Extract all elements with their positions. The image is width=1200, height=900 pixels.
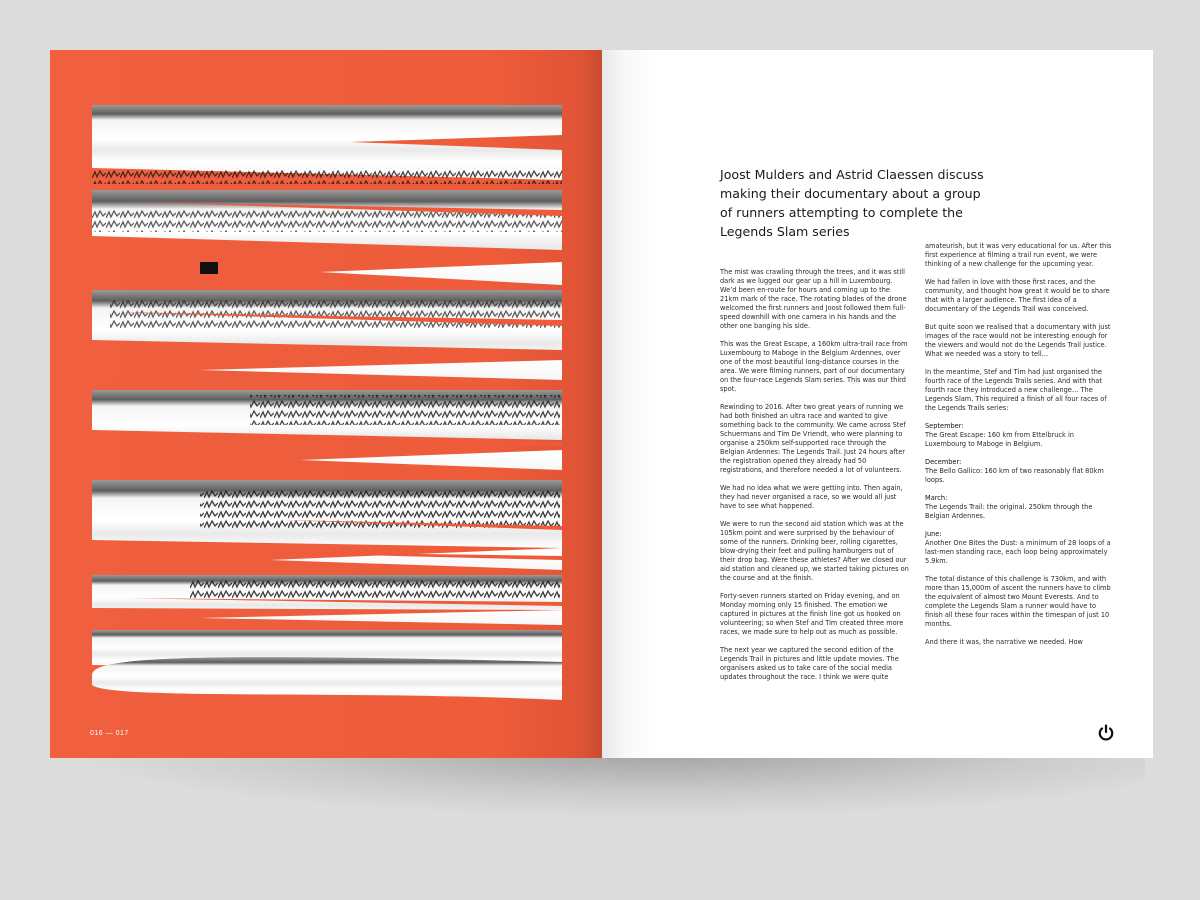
paragraph: We were to run the second aid station which was at the 105km point and were surprised by the behaviour of some of the runners. Drinking beer, rolling cigarettes, blow-drying their feet and pulling hamburgers out of their drop bag. Were these athletes? After we closed our aid station and cleaned up, we started taking pictures on the course and at the finish. <box>720 520 909 582</box>
paragraph: amateurish, but it was very educational for us. After this first experience at filming a trail run event, we were thinking of a new challenge for the upcoming year. <box>925 242 1112 268</box>
intro-heading: Joost Mulders and Astrid Claessen discuss making their documentary about a group of runners attempting to complete the Legends Slam series <box>720 167 984 239</box>
paragraph: The total distance of this challenge is 730km, and with more than 15,000m of ascent the runners have to climb the equivalent of almost two Mount Everests. And to complete the Legends Slam a runner would have to finish all these four races within the timespan of just 10 months. <box>925 575 1111 628</box>
paragraph: Rewinding to 2016. After two great years of running we had both finished an ultra race and wanted to give something back to the community. We came across Stef Schuermans and Tim De Vriendt, who were planning to organise a 250km self-supported race through the Belgian Ardennes: The Legends Trail. Just 24 hours after the registration opened they already had 50 registrations, and therefore needed a lot of volunteers. <box>720 403 906 474</box>
race-item <box>925 494 1115 521</box>
left-page <box>50 50 602 758</box>
race-text: Another One Bites the Dust: a minimum of 28 loops of a last-men standing race, each loop being approximately 5.9km. <box>925 539 1111 565</box>
race-month: March: <box>925 494 948 502</box>
paragraph: We had no idea what we were getting into. Then again, they had never organised a race, so we would all just have to see what happened. <box>720 484 903 510</box>
race-month: September: <box>925 422 964 430</box>
race-text: The Legends Trail: the original. 250km through the Belgian Ardennes. <box>925 503 1093 520</box>
power-icon <box>1097 724 1115 742</box>
text-column-one <box>720 268 910 691</box>
race-text: The Bello Gallico: 160 km of two reasonably flat 80km loops. <box>925 467 1104 484</box>
paragraph: And there it was, the narrative we needed. How <box>925 638 1083 646</box>
spread-shadow <box>60 748 1145 818</box>
cabin-mark <box>200 262 218 274</box>
race-text: The Great Escape: 160 km from Ettelbruck in Luxembourg to Maboge in Belgium. <box>925 431 1074 448</box>
page-folio: 016 — 017 <box>90 730 129 737</box>
right-page <box>602 50 1153 758</box>
race-item <box>925 458 1115 485</box>
slam-dunk-title-art <box>50 50 602 758</box>
paragraph: The next year we captured the second edition of the Legends Trail in pictures and little update movies. The organisers asked us to take care of the social media updates throughout the race. I think we were quite <box>720 646 899 681</box>
race-item <box>925 530 1115 566</box>
paragraph: The mist was crawling through the trees, and it was still dark as we lugged our gear up a hill in Luxembourg. We’d been en-route for hours and coming up to the 21km mark of the race. The rotating blades of the drone welcomed the first runners and Joost followed them full-speed downhill with one camera in his hands and the other one banging his side. <box>720 268 907 330</box>
paragraph: Forty-seven runners started on Friday evening, and on Monday morning only 15 finished. The emotion we captured in pictures at the finish line got us hooked on volunteering; so when Stef and Tim created three more races, we made sure to help out as much as possible. <box>720 592 904 636</box>
title-letters <box>92 105 562 700</box>
paragraph: This was the Great Escape, a 160km ultra-trail race from Luxembourg to Maboge in the Belgium Ardennes, over one of the most beautiful long-distance courses in the area. We were filming runners, part of our documentary on the four-race Legends Slam series. This was our third spot. <box>720 340 908 393</box>
race-item <box>925 422 1115 449</box>
paragraph: But quite soon we realised that a documentary with just images of the race would not be interesting enough for the viewers and would not do the Legends Trail justice. What we needed was a story to tell… <box>925 323 1111 358</box>
race-month: June: <box>925 530 942 538</box>
race-month: December: <box>925 458 962 466</box>
text-column-two <box>925 242 1115 656</box>
paragraph: We had fallen in love with those first races, and the community, and thought how great it would be to share that with a larger audience. The first idea of a documentary of the Legends Trail was conceived. <box>925 278 1110 313</box>
paragraph: In the meantime, Stef and Tim had just organised the fourth race of the Legends Trails series. And with that fourth race they introduced a new challenge… The Legends Slam. This required a finish of all four races of the Legends Trails series: <box>925 368 1107 412</box>
